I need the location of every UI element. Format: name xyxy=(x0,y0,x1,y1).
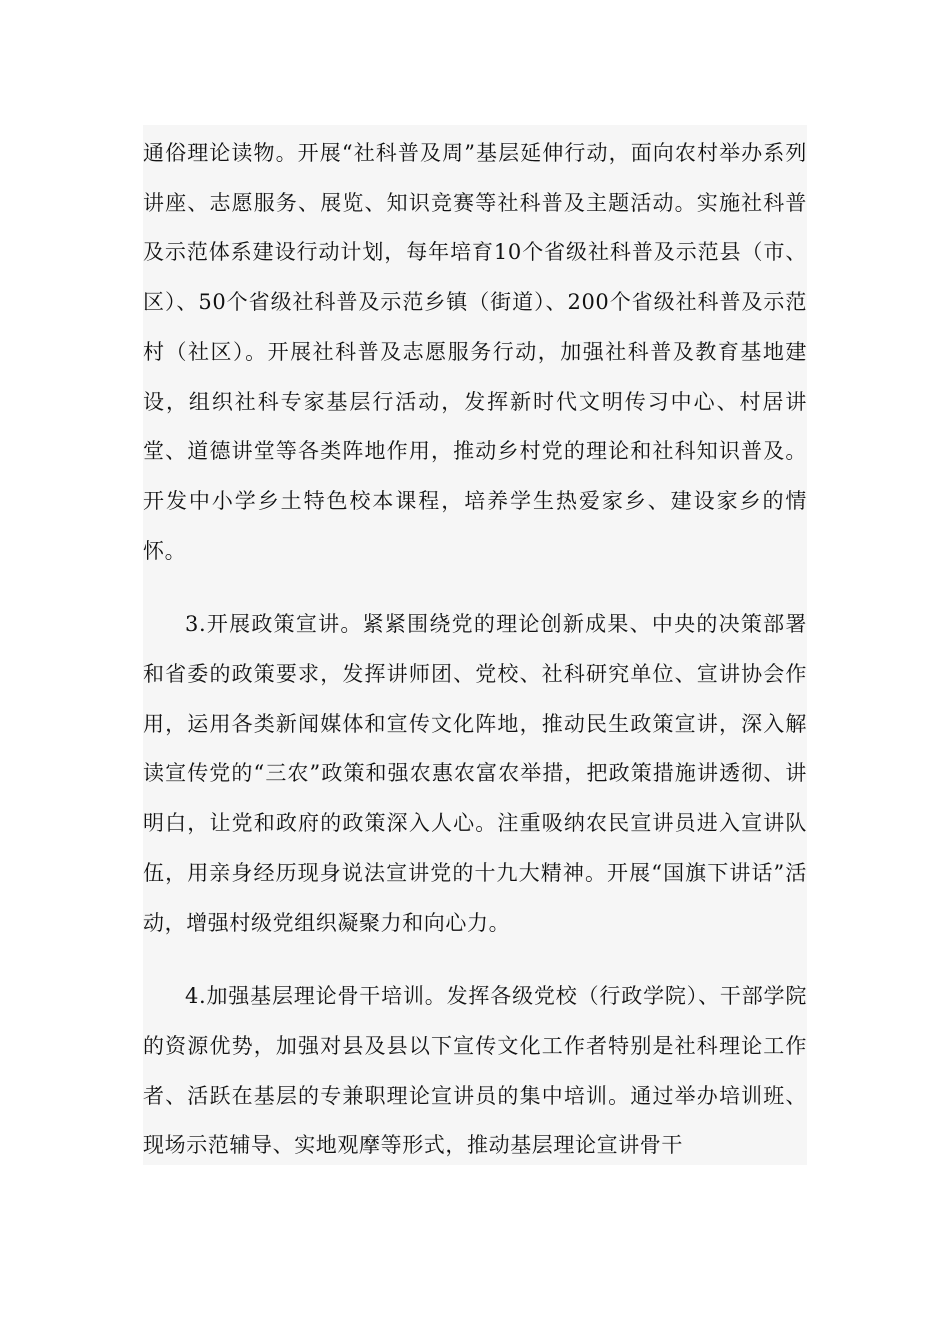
paragraph-gap xyxy=(143,948,807,972)
paragraph-social-science-popularization: 通俗理论读物。开展“社科普及周”基层延伸行动，面向农村举办系列讲座、志愿服务、展览、知识竞赛等社科普及主题活动。实施社科普及示范体系建设行动计划，每年培育10个省级社科普及示范县（市、区）、50个省级社科普及示范乡镇（街道）、200个省级社科普及示范村（社区）。开展社科普及志愿服务行动，加强社科普及教育基地建设，组织社科专家基层行活动，发挥新时代文明传习中心、村居讲堂、道德讲堂等各类阵地作用，推动乡村党的理论和社科知识普及。开发中小学乡土特色校本课程，培养学生热爱家乡、建设家乡的情怀。 xyxy=(143,141,807,563)
document-body xyxy=(143,125,807,1165)
paragraph-gap xyxy=(143,576,807,600)
paragraph-grassroots-training: 4.加强基层理论骨干培训。发挥各级党校（行政学院）、干部学院的资源优势，加强对县及县以下宣传文化工作者特别是社科理论工作者、活跃在基层的专兼职理论宣讲员的集中培训。通过举办培训班、现场示范辅导、实地观摩等形式，推动基层理论宣讲骨干 xyxy=(143,984,807,1158)
paragraph-policy-lectures: 3.开展政策宣讲。紧紧围绕党的理论创新成果、中央的决策部署和省委的政策要求，发挥讲师团、党校、社科研究单位、宣讲协会作用，运用各类新闻媒体和宣传文化阵地，推动民生政策宣讲，深入解读宣传党的“三农”政策和强农惠农富农举措，把政策措施讲透彻、讲明白，让党和政府的政策深入人心。注重吸纳农民宣讲员进入宣讲队伍，用亲身经历现身说法宣讲党的十九大精神。开展“国旗下讲话”活动，增强村级党组织凝聚力和向心力。 xyxy=(143,612,807,935)
